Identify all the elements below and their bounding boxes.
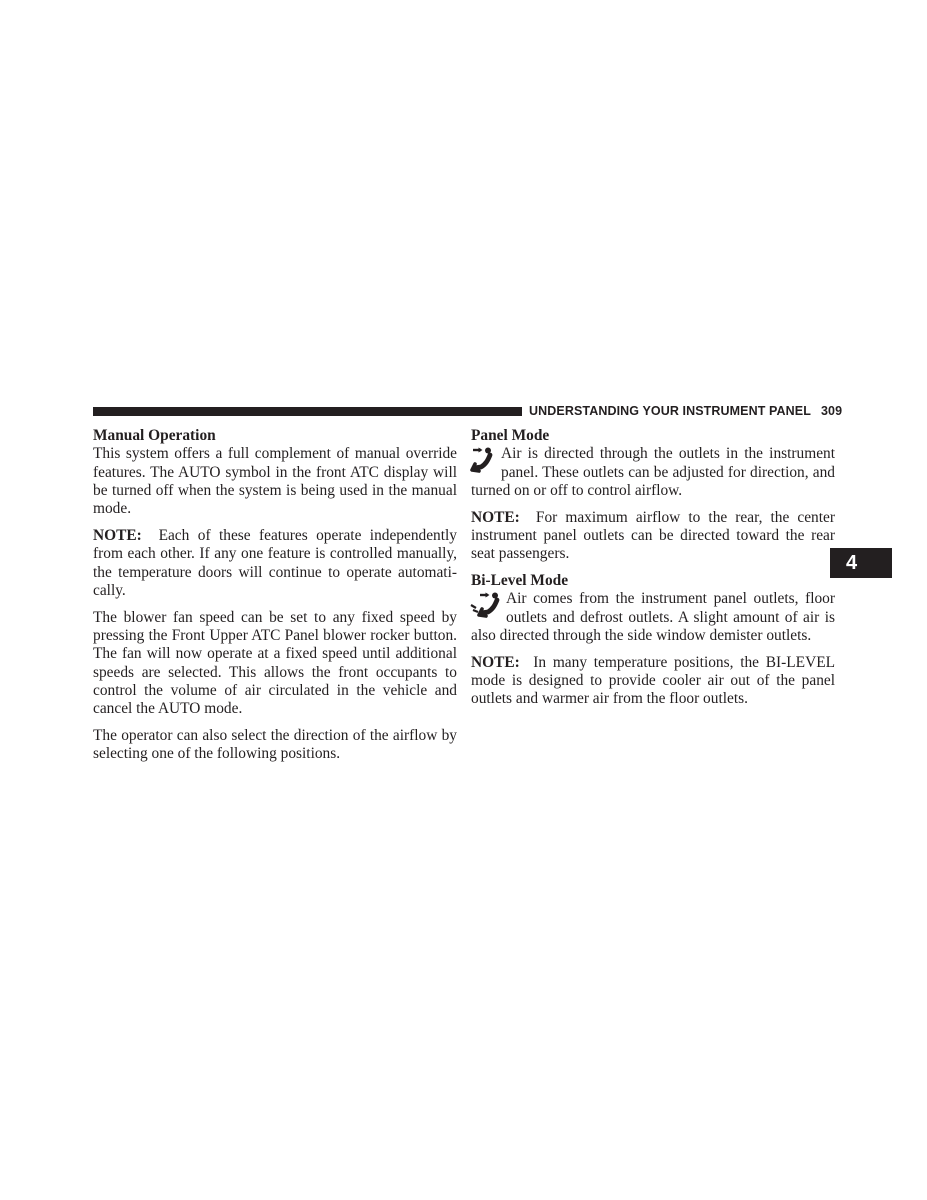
- chapter-tab: 4: [830, 548, 892, 578]
- note-label: NOTE:: [471, 653, 520, 671]
- note-independent-features: [93, 527, 457, 600]
- bi-level-mode-icon: [470, 592, 504, 626]
- airflow-direction-paragraph: The operator can also select the direction of the airflow by selecting one of the following positions.: [93, 726, 457, 763]
- page-number: 309: [820, 404, 843, 418]
- bi-level-mode-heading: Bi-Level Mode: [471, 572, 569, 590]
- running-header: [529, 404, 843, 418]
- header-title: UNDERSTANDING YOUR INSTRUMENT PANEL: [529, 404, 811, 418]
- bi-level-mode-text: Air comes from the instrument panel outlets, floor outlets and defrost outlets. A slight amount of air is also directed through the side window demister outlets.: [471, 590, 835, 644]
- panel-mode-paragraph: [471, 445, 835, 500]
- panel-mode-text: Air is directed through the outlets in the instrument panel. These outlets can be adjusted for direction, and turned on or off to control airflow.: [471, 445, 835, 499]
- right-column: [471, 427, 835, 709]
- note-text: In many temperature positions, the BI-LEVEL mode is designed to provide cooler air out of the panel outlets and warmer air from the floor outlets.: [471, 653, 835, 708]
- note-bi-level-temperature: [471, 654, 835, 709]
- note-label: NOTE:: [471, 508, 520, 526]
- panel-mode-heading: Panel Mode: [471, 427, 550, 444]
- note-rear-airflow: [471, 509, 835, 564]
- note-text: For maximum airflow to the rear, the center instrument panel outlets can be directed toward the rear seat passengers.: [471, 508, 835, 563]
- header-rule: [93, 407, 522, 416]
- note-text: Each of these features operate independently from each other. If any one feature is controlled manually, the temperature doors will continue to operate automati-cally.: [93, 526, 457, 599]
- manual-operation-heading: Manual Operation: [93, 427, 216, 444]
- blower-speed-paragraph: The blower fan speed can be set to any fixed speed by pressing the Front Upper ATC Panel blower rocker button. The fan will now operate at a fixed speed until additional speeds are selected. This allows the front occupants to control the volume of air circulated in the vehicle and cancel the AUTO mode.: [93, 608, 457, 718]
- left-column: [93, 427, 457, 764]
- manual-operation-paragraph: This system offers a full complement of manual override features. The AUTO symbol in the front ATC display will be turned off when the system is being used in the manual mode.: [93, 445, 457, 518]
- bi-level-mode-paragraph: [471, 590, 835, 645]
- panel-mode-icon: [470, 447, 499, 481]
- note-label: NOTE:: [93, 526, 142, 544]
